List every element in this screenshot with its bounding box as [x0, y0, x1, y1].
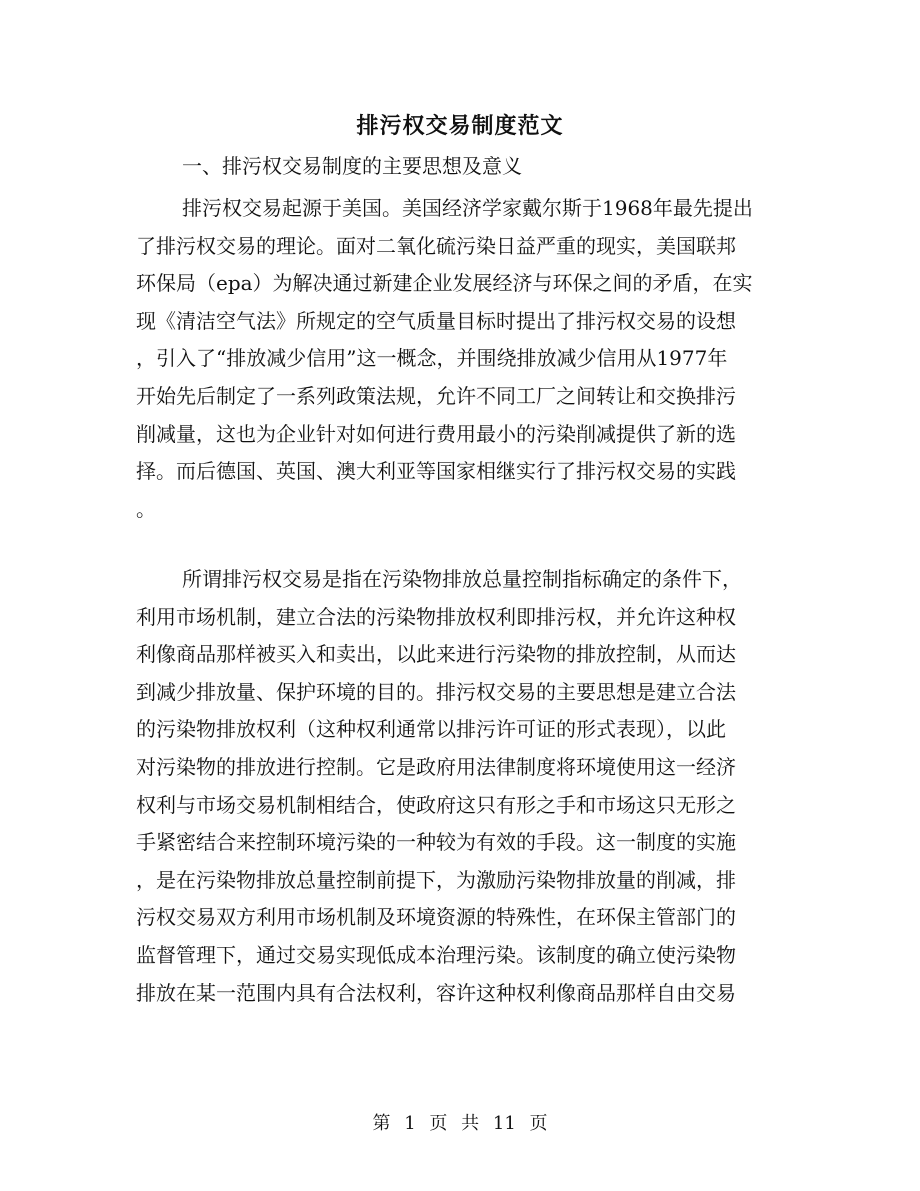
paragraph-line: 的污染物排放权利（这种权利通常以排污许可证的形式表现），以此 — [136, 717, 726, 742]
footer-total-label: 页 — [529, 1113, 548, 1134]
document-title: 排污权交易制度范文 — [356, 113, 564, 139]
paragraph-line: 排放在某一范围内具有合法权利，容许这种权利像商品那样自由交易 — [136, 980, 736, 1005]
section-heading: 一、排污权交易制度的主要思想及意义 — [182, 154, 522, 178]
paragraph-line: 排污权交易起源于美国。美国经济学家戴尔斯于1968年最先提出 — [182, 196, 753, 220]
paragraph-line: 开始先后制定了一系列政策法规，允许不同工厂之间转让和交换排污 — [136, 383, 736, 408]
paragraph-line: 。 — [136, 496, 156, 521]
paragraph-line: 权利与市场交易机制相结合，使政府这只有形之手和市场这只无形之 — [136, 792, 736, 817]
paragraph-line: 择。而后德国、英国、澳大利亚等国家相继实行了排污权交易的实践 — [136, 459, 736, 484]
page-footer — [0, 1112, 920, 1136]
footer-page-label: 页 — [429, 1113, 448, 1134]
paragraph-line: 削减量，这也为企业针对如何进行费用最小的污染削减提供了新的选 — [136, 421, 736, 446]
paragraph-line: 利像商品那样被买入和卖出，以此来进行污染物的排放控制，从而达 — [136, 642, 736, 667]
paragraph-line: 利用市场机制，建立合法的污染物排放权利即排污权，并允许这种权 — [136, 604, 736, 629]
footer-total-pages: 11 — [492, 1113, 516, 1134]
paragraph-line: 监督管理下，通过交易实现低成本治理污染。该制度的确立使污染物 — [136, 942, 736, 967]
paragraph-line: 到减少排放量、保护环境的目的。排污权交易的主要思想是建立合法 — [136, 679, 736, 704]
footer-current-page: 1 — [404, 1113, 416, 1134]
footer-prefix: 第 — [372, 1113, 391, 1134]
paragraph-line: 污权交易双方利用市场机制及环境资源的特殊性，在环保主管部门的 — [136, 905, 736, 930]
paragraph-line: 所谓排污权交易是指在污染物排放总量控制指标确定的条件下， — [182, 567, 742, 591]
paragraph-line: 手紧密结合来控制环境污染的一种较为有效的手段。这一制度的实施 — [136, 830, 736, 855]
paragraph-1 — [136, 190, 784, 528]
paragraph-line: 环保局（epa）为解决通过新建企业发展经济与环保之间的矛盾，在实 — [136, 271, 753, 296]
paragraph-line: ，引入了“排放减少信用”这一概念，并围绕排放减少信用从1977年 — [136, 346, 728, 371]
paragraph-line: 现《清洁空气法》所规定的空气质量目标时提出了排污权交易的设想 — [136, 308, 736, 333]
footer-total-prefix: 共 — [461, 1113, 480, 1134]
paragraph-line: ，是在污染物排放总量控制前提下，为激励污染物排放量的削减，排 — [136, 867, 736, 892]
paragraph-line: 对污染物的排放进行控制。它是政府用法律制度将环境使用这一经济 — [136, 754, 736, 779]
paragraph-2 — [136, 561, 784, 1012]
paragraph-line: 了排污权交易的理论。面对二氧化硫污染日益严重的现实，美国联邦 — [136, 233, 736, 258]
